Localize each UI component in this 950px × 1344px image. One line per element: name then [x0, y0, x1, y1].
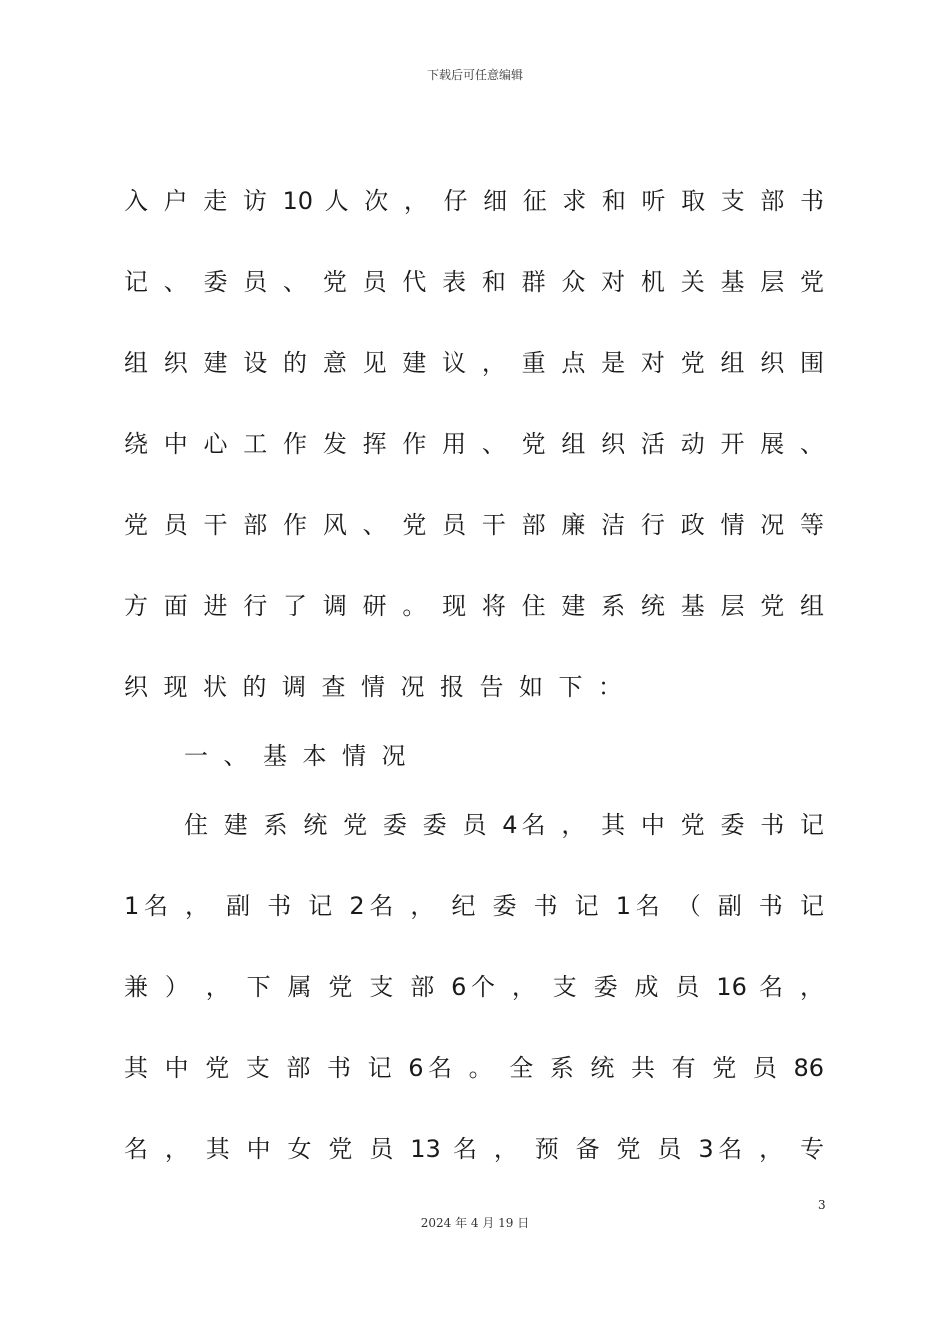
- body-line-6: 方 面 进 行 了 调 研 。 现 将 住 建 系 统 基 层 党 组: [124, 592, 824, 620]
- body-line-7: 织现状的调查情况报告如下：: [124, 673, 638, 701]
- body-line-10: 1名 ， 副 书 记 2名 ， 纪 委 书 记 1名 （ 副 书 记: [124, 892, 824, 920]
- body-line-11: 兼 ） ， 下 属 党 支 部 6个 ， 支 委 成 员 16 名 ，: [124, 973, 824, 1001]
- body-line-2: 记 、 委 员 、 党 员 代 表 和 群 众 对 机 关 基 层 党: [124, 268, 824, 296]
- page-header: 下载后可任意编辑: [426, 68, 523, 82]
- page-footer-date: 2024 年 4 月 19 日: [420, 1216, 530, 1230]
- page-number: 3: [818, 1198, 826, 1212]
- body-line-5: 党 员 干 部 作 风 、 党 员 干 部 廉 洁 行 政 情 况 等: [124, 511, 824, 539]
- body-line-1: 入 户 走 访 10 人 次 ， 仔 细 征 求 和 听 取 支 部 书: [124, 187, 824, 215]
- body-line-13: 名 ， 其 中 女 党 员 13 名 ， 预 备 党 员 3名 ， 专: [124, 1135, 824, 1163]
- section-heading: 一、基本情况: [184, 742, 421, 770]
- body-line-4: 绕 中 心 工 作 发 挥 作 用 、 党 组 织 活 动 开 展 、: [124, 430, 824, 458]
- body-line-12: 其 中 党 支 部 书 记 6名 。 全 系 统 共 有 党 员 86: [124, 1054, 824, 1082]
- body-line-3: 组 织 建 设 的 意 见 建 议 ， 重 点 是 对 党 组 织 围: [124, 349, 824, 377]
- body-line-9: 住 建 系 统 党 委 委 员 4名 ， 其 中 党 委 书 记: [184, 811, 824, 839]
